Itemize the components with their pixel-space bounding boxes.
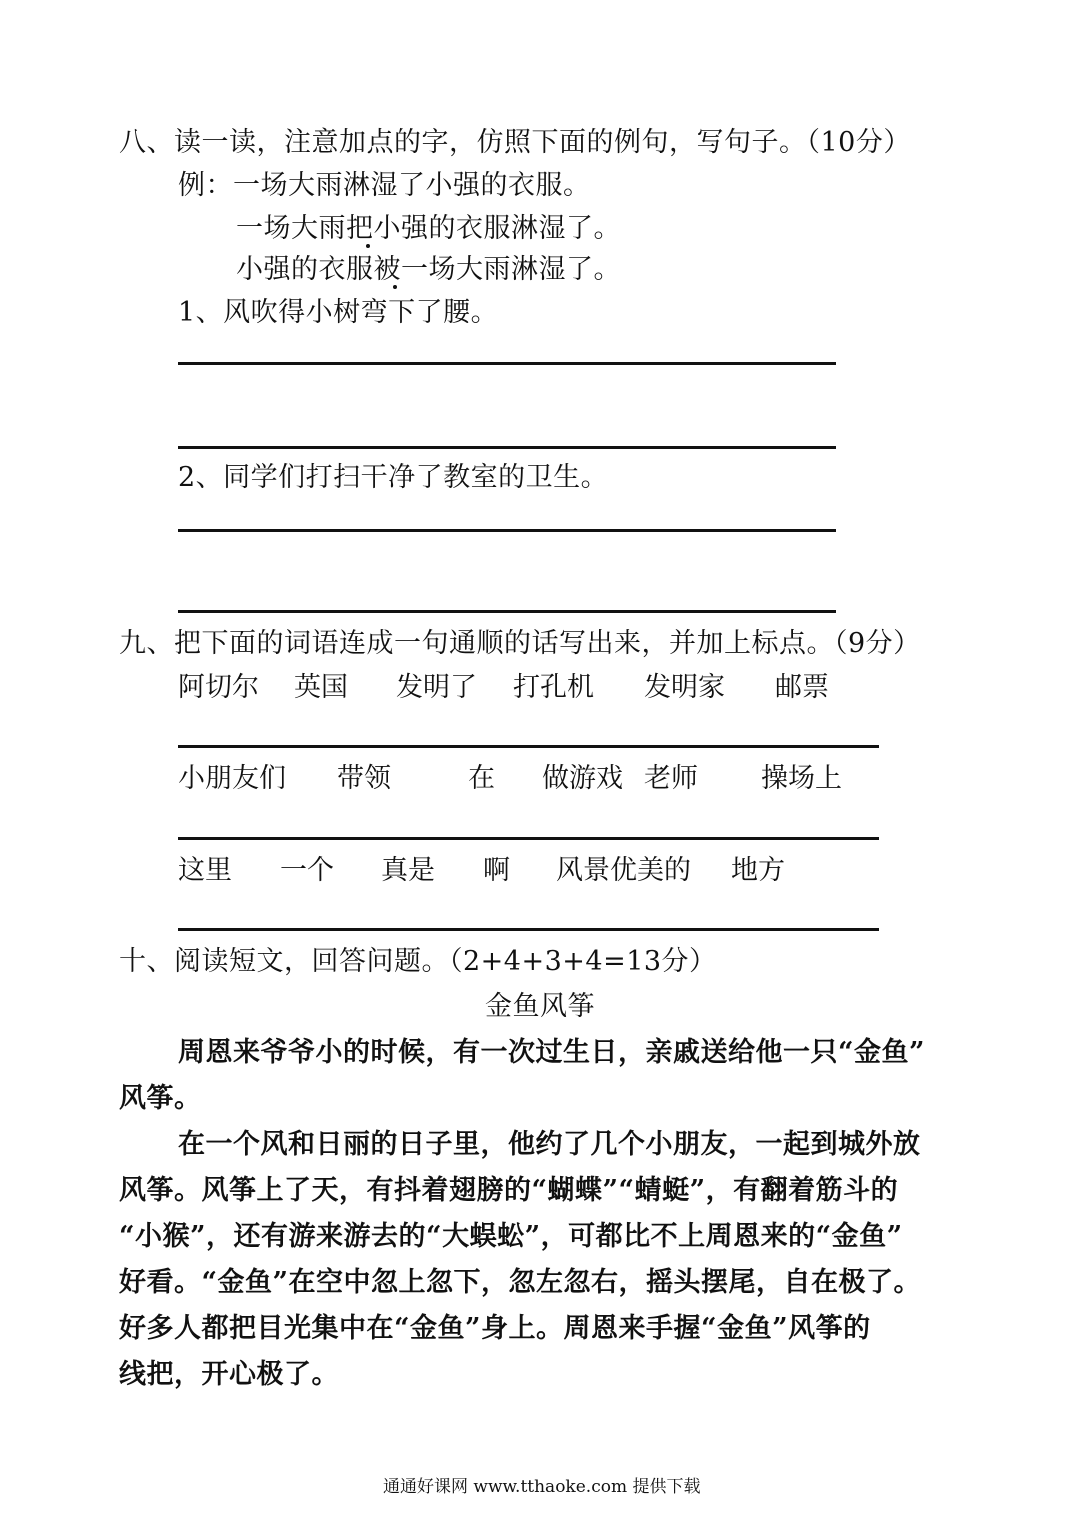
paragraph-2-line-1: 在一个风和日丽的日子里，他约了几个小朋友，一起到城外放 [178,1129,921,1160]
paragraph-1-line-2: 风筝。 [119,1083,202,1114]
word-2-3: 在 [468,763,495,794]
section8-title: 八、读一读，注意加点的字，仿照下面的例句，写句子。（10分） [119,127,911,158]
word-2-6: 操场上 [761,763,842,794]
word-3-6: 地方 [731,855,785,886]
paragraph-2-line-5: 好多人都把目光集中在“金鱼”身上。周恩来手握“金鱼”风筝的 [119,1313,871,1344]
answer-line-2a[interactable] [178,529,836,532]
example-sentence-2: 一场大雨把小强的衣服淋湿了。 [236,213,621,244]
word-3-2: 一个 [280,855,334,886]
question-2: 2、同学们打扫干净了教室的卫生。 [178,462,609,493]
word-1-3: 发明了 [396,672,477,703]
word-2-4: 做游戏 [542,763,623,794]
paragraph-2-line-6: 线把，开心极了。 [119,1359,339,1390]
paragraph-2-line-3: “小猴”，还有游来游去的“大蜈蚣”，可都比不上周恩来的“金鱼” [119,1221,903,1252]
word-2-5: 老师 [644,763,698,794]
answer-line-1a[interactable] [178,362,836,365]
word-2-1: 小朋友们 [178,763,286,794]
example-sentence-3: 小强的衣服被一场大雨淋湿了。 [236,254,621,285]
word-1-4: 打孔机 [513,672,594,703]
word-1-5: 发明家 [644,672,725,703]
word-3-1: 这里 [178,855,232,886]
answer-line-9a[interactable] [178,745,879,748]
emphasis-dot-ba [366,244,370,248]
answer-line-2b[interactable] [178,610,836,613]
word-1-1: 阿切尔 [178,672,259,703]
footer-text: 通通好课网 www.tthaoke.com 提供下载 [383,1477,701,1497]
paragraph-2-line-4: 好看。“金鱼”在空中忽上忽下，忽左忽右，摇头摆尾，自在极了。 [119,1267,922,1298]
answer-line-9b[interactable] [178,837,879,840]
story-title: 金鱼风筝 [485,991,595,1022]
word-1-6: 邮票 [775,672,829,703]
example-sentence-1: 例：一场大雨淋湿了小强的衣服。 [178,170,591,201]
answer-line-9c[interactable] [178,928,879,931]
word-1-2: 英国 [294,672,348,703]
paragraph-1-line-1: 周恩来爷爷小的时候，有一次过生日，亲戚送给他一只“金鱼” [178,1037,926,1068]
question-1: 1、风吹得小树弯下了腰。 [178,297,499,328]
word-3-4: 啊 [483,855,510,886]
emphasis-dot-bei [393,285,397,289]
word-2-2: 带领 [337,763,391,794]
word-3-5: 风景优美的 [556,855,691,886]
section9-title: 九、把下面的词语连成一句通顺的话写出来，并加上标点。（9分） [119,628,921,659]
section10-title: 十、阅读短文，回答问题。（2+4+3+4=13分） [119,946,717,977]
word-3-3: 真是 [381,855,435,886]
paragraph-2-line-2: 风筝。风筝上了天，有抖着翅膀的“蝴蝶”“蜻蜓”，有翻着筋斗的 [119,1175,899,1206]
answer-line-1b[interactable] [178,446,836,449]
